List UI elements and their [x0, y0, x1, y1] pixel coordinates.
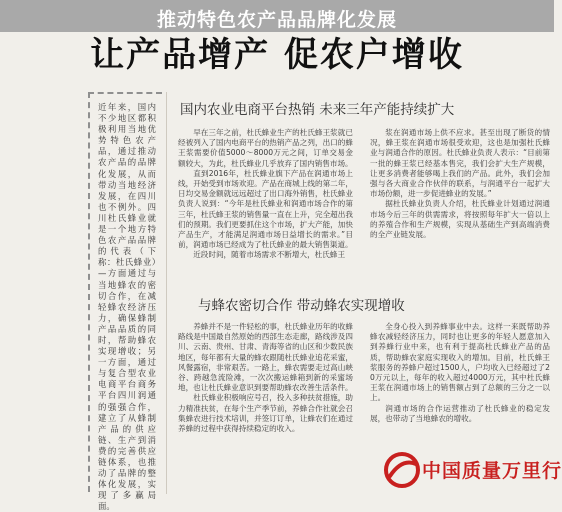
banner: [0, 0, 554, 32]
quality-logo-icon: [382, 450, 422, 490]
paragraph: 养蜂并不是一件轻松的事，杜氏蜂业历年的收蜂路线是中国最自然原始的西部生态走廊，路线涉及四川、云南、贵州、甘肃、青海等省的山区和少数民族地区，每年都有大量的蜂农跟随杜氏蜂业追花采蜜，风餐露宿，非常艰苦。一路上，蜂农需要走过高山峡谷、跨越急流险滩，一次次搬运蜂箱到新的采蜜场地，也让杜氏蜂业意识到要帮助蜂农改善生活条件。: [178, 322, 353, 393]
section1-column1: [178, 128, 353, 284]
section2-column1: [178, 322, 353, 494]
logo-text: 中国质量万里行: [422, 460, 562, 482]
section1-column2: [370, 128, 550, 284]
paragraph: 早在三年之前，杜氏蜂业生产的杜氏蜂王浆就已经被列入了国内电商平台的热销产品之列，出口的蜂王浆需要价值5000～8000万元之间，订单交易金额较大，为此，杜氏蜂业几乎放弃了国内销售市场。: [178, 128, 353, 168]
headline: 让产品增产 促农户增收: [90, 35, 464, 75]
section2-column2: [370, 322, 550, 462]
paragraph: 浆在润通市场上供不应求。甚至出现了断货的情况，蜂王浆在润通市场很受欢迎，这也是加强杜氏蜂业与润通合作的原因。杜氏蜂业负责人表示：“目前第一批的蜂王浆已经基本售完，我们会扩大生产规模，让更多消费者能够喝上我们的产品。此外，我们会加强与各大商业合作伙伴的联系，与润通平台一起扩大市场份额，进一步促进蜂业的发展。”: [370, 128, 550, 199]
section2-subtitle: 与蜂农密切合作 带动蜂农实现增收: [198, 298, 405, 314]
section1-subtitle: 国内农业电商平台热销 未来三年产能持续扩大: [180, 102, 455, 118]
banner-title: 推动特色农产品品牌化发展: [156, 9, 397, 31]
paragraph: 杜氏蜂业积极响应号召，投入多种扶贫措施，助力精准扶贫，在每个生产季节前，养蜂合作社就会召集蜂农进行技术培训，并签订订单，让蜂农们在通过养蜂的过程中获得持续稳定的收入。: [178, 393, 353, 434]
paragraph: 润通市场的合作运营推动了杜氏蜂业的稳定发展，也带动了当地蜂农的增收。: [370, 403, 550, 423]
sidebar-intro-box: [88, 92, 162, 512]
watermark-logo: [382, 450, 562, 490]
paragraph: 近段时间，随着市场需求不断增大，杜氏蜂王: [193, 250, 346, 260]
sidebar-intro-text: 近年来，国内不少地区都积极利用当地优势特色农产品，通过推动农产品的品牌化发展，从而带动当地经济发展，在四川也不例外。四川杜氏蜂业就是一个地方特色农产品品牌的代表（下称：杜氏蜂业）—方面通过与当地蜂农的密切合作，在减轻蜂农经济压力，确保蜂制产品品质的同时，帮助蜂农实现增收；另一方面，通过与复合型农业电商平台商务平台四川润通的强强合作，建立了从蜂制产品的供应链、生产到消费的完善供应链体系，也推动了品牌的整体化发展，实现了多赢局面。: [98, 102, 156, 512]
paragraph: 全身心投入到养蜂事业中去。这样一来既帮助养蜂农减轻经济压力，同时也让更多的年轻人愿意加入到养蜂行业中来，也有利于提高杜氏蜂业产品的品质，帮助蜂农家庭实现收入的增加。目前，杜氏蜂王浆服务的养蜂户超过1500人，户均收入已经超过了20万元以上，每年的收入超过4000万元，其中杜氏蜂王浆在润通市场上的销售额占到了总额的三分之一以上。: [370, 322, 550, 403]
paragraph: 据杜氏蜂业负责人介绍，杜氏蜂业计划通过润通市场今后三年的供需需求，将按照每年扩大一倍以上的养殖合作和生产规模，实现从基础生产到高端消费的全产业链发展。: [370, 199, 550, 240]
paragraph: 直到2016年，杜氏蜂业旗下产品在润通市场上线，开始受到市场欢迎。产品在商城上线的第二年，日均交易金额就远远超过了出口海外销售，杜氏蜂业负责人说到：“今年是杜氏蜂业和润通市场合作的第三年，杜氏蜂王浆的销售量一直在上升，完全超出我们的预期。我们更要抓住这个市场，扩大产能，加快产品生产，才能满足润通市场日益增长的需求。”目前，润通市场已经成为了杜氏蜂业的最大销售渠道。: [178, 168, 353, 250]
column-divider: [166, 92, 167, 494]
